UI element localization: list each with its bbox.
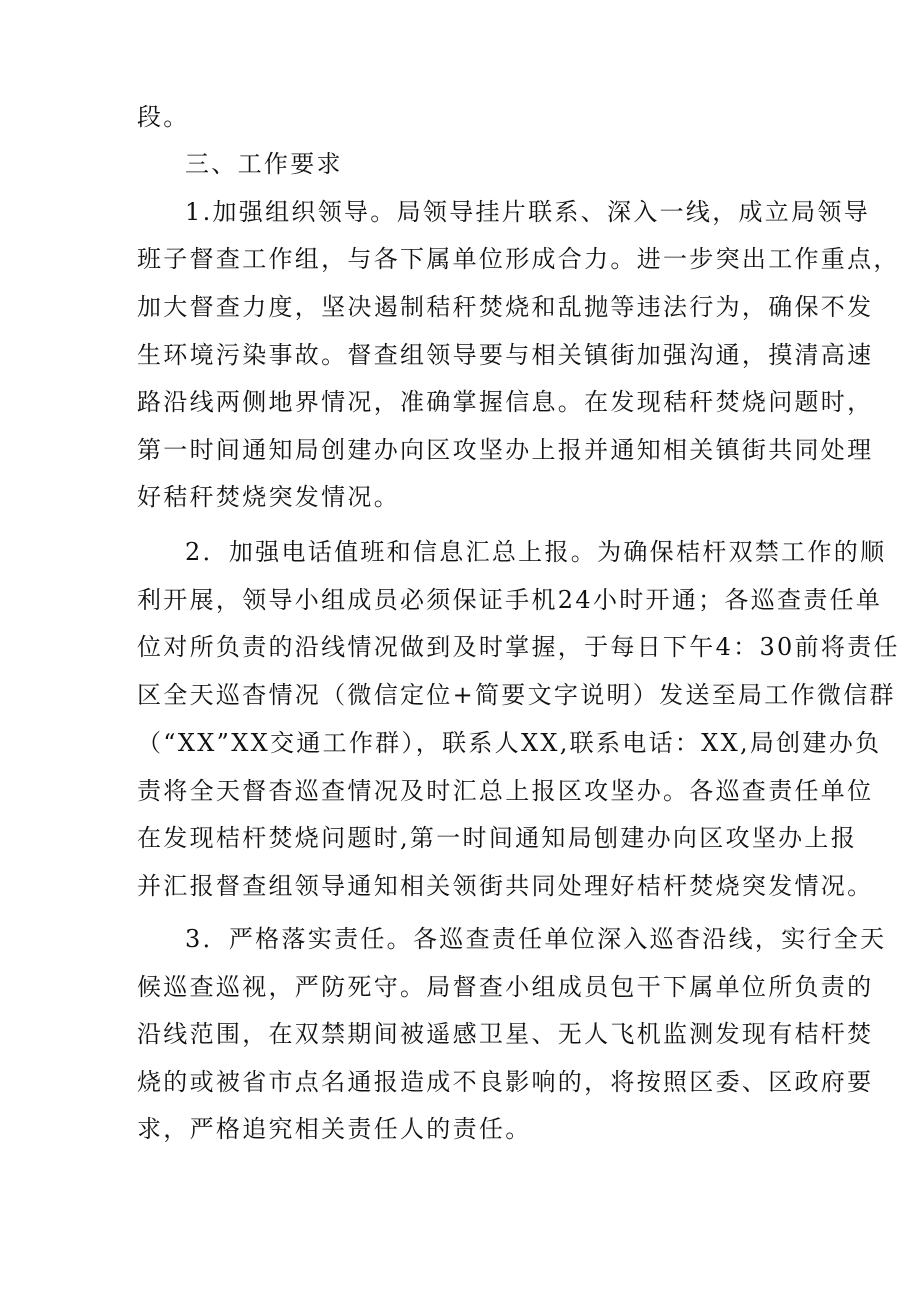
text-line: 求，严格追究相关责任人的责任。: [137, 1115, 532, 1143]
text-line: 位对所负责的沿线情况做到及时掌握，于每日下午4：30前将责任: [137, 633, 900, 661]
text-line: 段。: [137, 103, 190, 131]
text-line: 责将全天督杳巡查情况及时汇总上报区攻坚办。各巡查责任单位: [137, 777, 874, 805]
text-line: 在发现桔杆焚烧问题时,第一时间通知局刨建办向区攻坚办上报: [137, 824, 858, 852]
section-heading: 三、工作要求: [185, 150, 343, 178]
text-line: 好秸秆焚烧突发情况。: [137, 483, 400, 511]
text-line: （“XX”XX交通工作群），联系人XX,联系电话：XX,局创建办负: [137, 729, 882, 757]
text-line: 沿线范围，在双禁期间被遥感卫星、无人飞机监测发现有桔杆焚: [137, 1020, 874, 1048]
text-line: 第一时间通知局创建办向区攻坚办上报并通知相关镇街共同处理: [137, 436, 874, 464]
text-line: 烧的或被省市点名通报造成不良影响的，将按照区委、区政府要: [137, 1068, 874, 1096]
text-line: 区全天巡杳情况（微信定位+简要文字说明）发送至局工作微信群: [137, 681, 896, 709]
text-line: 1.加强组织领导。局领导挂片联系、深入一线，成立局领导: [185, 198, 870, 226]
text-line: 候巡查巡视，严防死守。局督查小组成员包干下属单位所负责的: [137, 973, 874, 1001]
text-line: 班子督查工作组，与各下属单位形成合力。进一步突出工作重点，: [137, 245, 900, 273]
text-line: 利开展，领导小组成员必须保证手机24小时开通；各巡查责任单: [137, 586, 883, 614]
text-line: 3．严格落实责任。各巡查责任单位深入巡杳沿线，实行全天: [185, 925, 887, 953]
text-line: 2．加强电话值班和信息汇总上报。为确保桔杆双禁工作的顺: [185, 538, 887, 566]
text-line: 生环境污染事故。督查组领导要与相关镇街加强沟通，摸清高速: [137, 341, 874, 369]
text-line: 加大督查力度，坚决遏制秸秆焚烧和乱抛等违法行为，确保不发: [137, 293, 874, 321]
text-line: 路沿线两侧地界情况，准确掌握信息。在发现秸秆焚烧问题时，: [137, 388, 874, 416]
text-line: 并汇报督查组领导通知相关领街共同处理好桔杆焚烧突发情况。: [137, 872, 874, 900]
